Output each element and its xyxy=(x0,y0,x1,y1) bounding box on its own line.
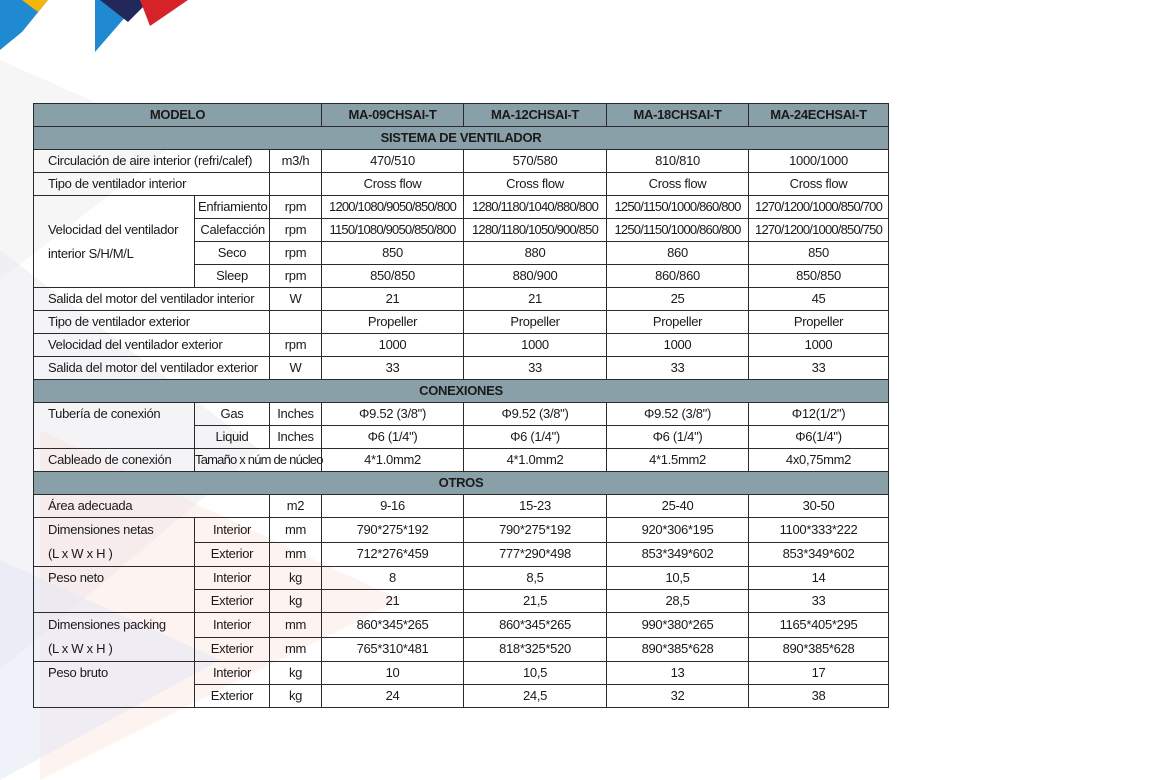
unit-cell: kg xyxy=(270,685,322,708)
value-cell: Propeller xyxy=(749,311,889,334)
value-cell: 920*306*195 xyxy=(607,518,749,543)
value-cell: Cross flow xyxy=(464,173,607,196)
sub-label: Exterior xyxy=(195,685,270,708)
value-cell: 38 xyxy=(749,685,889,708)
unit-cell: mm xyxy=(270,542,322,567)
table-row xyxy=(34,567,889,590)
value-cell: 21 xyxy=(322,288,464,311)
value-cell: 9-16 xyxy=(322,495,464,518)
value-cell: Φ9.52 (3/8") xyxy=(607,403,749,426)
value-cell: 765*310*481 xyxy=(322,637,464,662)
value-cell: 4*1.0mm2 xyxy=(322,449,464,472)
model-name: MA-09CHSAI-T xyxy=(322,104,464,127)
value-cell: 25 xyxy=(607,288,749,311)
value-cell: 33 xyxy=(749,590,889,613)
table-row xyxy=(34,357,889,380)
value-cell: 1280/1180/1050/900/850 xyxy=(464,219,607,242)
unit-cell: m3/h xyxy=(270,150,322,173)
value-cell: 853*349*602 xyxy=(749,542,889,567)
table-row xyxy=(34,662,889,685)
value-cell: 25-40 xyxy=(607,495,749,518)
value-cell: 570/580 xyxy=(464,150,607,173)
value-cell: 470/510 xyxy=(322,150,464,173)
value-cell: Propeller xyxy=(464,311,607,334)
row-label: (L x W x H ) xyxy=(48,641,113,656)
row-label: (L x W x H ) xyxy=(48,546,113,561)
value-cell: 1000 xyxy=(464,334,607,357)
value-cell: 860*345*265 xyxy=(322,613,464,638)
sub-label: Exterior xyxy=(195,590,270,613)
unit-cell: m2 xyxy=(270,495,322,518)
value-cell: 33 xyxy=(322,357,464,380)
section-row xyxy=(34,127,889,150)
unit-cell: rpm xyxy=(270,334,322,357)
value-cell: 33 xyxy=(749,357,889,380)
specifications-table xyxy=(33,103,889,708)
row-label: Dimensiones netas xyxy=(48,522,154,537)
unit-cell: W xyxy=(270,288,322,311)
value-cell: 1000 xyxy=(607,334,749,357)
value-cell: Φ6 (1/4") xyxy=(322,426,464,449)
row-label: Dimensiones packing xyxy=(48,617,166,632)
sub-label: Calefacción xyxy=(195,219,270,242)
value-cell: 17 xyxy=(749,662,889,685)
value-cell: 818*325*520 xyxy=(464,637,607,662)
row-label: Salida del motor del ventilador interior xyxy=(34,288,270,311)
row-label: Velocidad del ventilador xyxy=(48,221,179,237)
table-header-row xyxy=(34,104,889,127)
row-label-group xyxy=(34,613,195,662)
unit-cell: rpm xyxy=(270,242,322,265)
value-cell: 15-23 xyxy=(464,495,607,518)
row-label: Tubería de conexión xyxy=(34,403,195,449)
value-cell: 712*276*459 xyxy=(322,542,464,567)
value-cell: 1000/1000 xyxy=(749,150,889,173)
section-row xyxy=(34,472,889,495)
sub-label: Interior xyxy=(195,613,270,638)
value-cell: 990*380*265 xyxy=(607,613,749,638)
sub-label: Sleep xyxy=(195,265,270,288)
value-cell: 24,5 xyxy=(464,685,607,708)
value-cell: 28,5 xyxy=(607,590,749,613)
value-cell: Propeller xyxy=(322,311,464,334)
value-cell: 810/810 xyxy=(607,150,749,173)
sub-label: Exterior xyxy=(195,637,270,662)
table-row xyxy=(34,311,889,334)
value-cell: 13 xyxy=(607,662,749,685)
model-name: MA-12CHSAI-T xyxy=(464,104,607,127)
model-name: MA-18CHSAI-T xyxy=(607,104,749,127)
sub-label: Interior xyxy=(195,518,270,543)
value-cell: 850/850 xyxy=(749,265,889,288)
row-label-group xyxy=(34,518,195,567)
table-row xyxy=(34,334,889,357)
value-cell: Cross flow xyxy=(322,173,464,196)
value-cell: 1250/1150/1000/860/800 xyxy=(607,196,749,219)
row-label: interior S/H/M/L xyxy=(48,245,134,261)
value-cell: 1280/1180/1040/880/800 xyxy=(464,196,607,219)
value-cell: 30-50 xyxy=(749,495,889,518)
value-cell: 880 xyxy=(464,242,607,265)
row-label-group xyxy=(34,196,195,288)
value-cell: 860/860 xyxy=(607,265,749,288)
brand-logo xyxy=(0,0,200,60)
sub-label: Interior xyxy=(195,567,270,590)
value-cell: 890*385*628 xyxy=(749,637,889,662)
unit-cell: mm xyxy=(270,637,322,662)
sub-label: Seco xyxy=(195,242,270,265)
unit-cell: rpm xyxy=(270,219,322,242)
value-cell: 880/900 xyxy=(464,265,607,288)
value-cell: 10,5 xyxy=(464,662,607,685)
value-cell: 10 xyxy=(322,662,464,685)
section-title: OTROS xyxy=(34,472,889,495)
value-cell: 10,5 xyxy=(607,567,749,590)
row-label: Circulación de aire interior (refri/calef) xyxy=(34,150,270,173)
value-cell: 4*1.0mm2 xyxy=(464,449,607,472)
value-cell: Φ9.52 (3/8") xyxy=(322,403,464,426)
unit-cell: mm xyxy=(270,613,322,638)
unit-cell: W xyxy=(270,357,322,380)
row-label: Salida del motor del ventilador exterior xyxy=(34,357,270,380)
table-row xyxy=(34,613,889,638)
value-cell: 790*275*192 xyxy=(322,518,464,543)
table-row xyxy=(34,449,889,472)
value-cell: 4*1.5mm2 xyxy=(607,449,749,472)
row-label: Peso bruto xyxy=(34,662,195,708)
row-label: Tipo de ventilador interior xyxy=(34,173,270,196)
value-cell: 24 xyxy=(322,685,464,708)
unit-cell: kg xyxy=(270,567,322,590)
value-cell: Φ6 (1/4") xyxy=(464,426,607,449)
value-cell: 33 xyxy=(607,357,749,380)
value-cell: Φ9.52 (3/8") xyxy=(464,403,607,426)
model-name: MA-24ECHSAI-T xyxy=(749,104,889,127)
table-row xyxy=(34,288,889,311)
value-cell: 860 xyxy=(607,242,749,265)
value-cell: 790*275*192 xyxy=(464,518,607,543)
value-cell: 850 xyxy=(322,242,464,265)
value-cell: 1270/1200/1000/850/750 xyxy=(749,219,889,242)
value-cell: 1165*405*295 xyxy=(749,613,889,638)
sub-label: Liquid xyxy=(195,426,270,449)
value-cell: 21 xyxy=(464,288,607,311)
unit-cell: kg xyxy=(270,662,322,685)
sub-label: Tamaño x núm de núcleo xyxy=(195,449,322,472)
sub-label: Interior xyxy=(195,662,270,685)
table-row xyxy=(34,403,889,426)
value-cell: 853*349*602 xyxy=(607,542,749,567)
value-cell: Cross flow xyxy=(607,173,749,196)
value-cell: 890*385*628 xyxy=(607,637,749,662)
value-cell: 1250/1150/1000/860/800 xyxy=(607,219,749,242)
value-cell: 1150/1080/9050/850/800 xyxy=(322,219,464,242)
value-cell: Φ6(1/4") xyxy=(749,426,889,449)
value-cell: 850 xyxy=(749,242,889,265)
row-label: Peso neto xyxy=(34,567,195,613)
table-row xyxy=(34,196,889,219)
value-cell: Propeller xyxy=(607,311,749,334)
value-cell: 21,5 xyxy=(464,590,607,613)
table-row xyxy=(34,518,889,543)
value-cell: 1000 xyxy=(749,334,889,357)
value-cell: 33 xyxy=(464,357,607,380)
value-cell: 850/850 xyxy=(322,265,464,288)
sub-label: Enfriamiento xyxy=(195,196,270,219)
section-title: SISTEMA DE VENTILADOR xyxy=(34,127,889,150)
value-cell: 21 xyxy=(322,590,464,613)
unit-cell: rpm xyxy=(270,196,322,219)
table-row xyxy=(34,173,889,196)
table-row xyxy=(34,150,889,173)
row-label: Tipo de ventilador exterior xyxy=(34,311,270,334)
unit-cell: Inches xyxy=(270,403,322,426)
value-cell: 1100*333*222 xyxy=(749,518,889,543)
value-cell: 14 xyxy=(749,567,889,590)
table-row xyxy=(34,495,889,518)
section-row xyxy=(34,380,889,403)
value-cell: 860*345*265 xyxy=(464,613,607,638)
unit-cell xyxy=(270,173,322,196)
value-cell: 45 xyxy=(749,288,889,311)
value-cell: 8,5 xyxy=(464,567,607,590)
model-header: MODELO xyxy=(34,104,322,127)
value-cell: 4x0,75mm2 xyxy=(749,449,889,472)
section-title: CONEXIONES xyxy=(34,380,889,403)
value-cell: Φ6 (1/4") xyxy=(607,426,749,449)
unit-cell xyxy=(270,311,322,334)
value-cell: 1000 xyxy=(322,334,464,357)
value-cell: 1270/1200/1000/850/700 xyxy=(749,196,889,219)
row-label: Cableado de conexión xyxy=(34,449,195,472)
row-label: Área adecuada xyxy=(34,495,270,518)
value-cell: Cross flow xyxy=(749,173,889,196)
unit-cell: Inches xyxy=(270,426,322,449)
unit-cell: kg xyxy=(270,590,322,613)
value-cell: Φ12(1/2") xyxy=(749,403,889,426)
unit-cell: rpm xyxy=(270,265,322,288)
row-label: Velocidad del ventilador exterior xyxy=(34,334,270,357)
value-cell: 8 xyxy=(322,567,464,590)
value-cell: 777*290*498 xyxy=(464,542,607,567)
unit-cell: mm xyxy=(270,518,322,543)
value-cell: 1200/1080/9050/850/800 xyxy=(322,196,464,219)
sub-label: Gas xyxy=(195,403,270,426)
sub-label: Exterior xyxy=(195,542,270,567)
value-cell: 32 xyxy=(607,685,749,708)
